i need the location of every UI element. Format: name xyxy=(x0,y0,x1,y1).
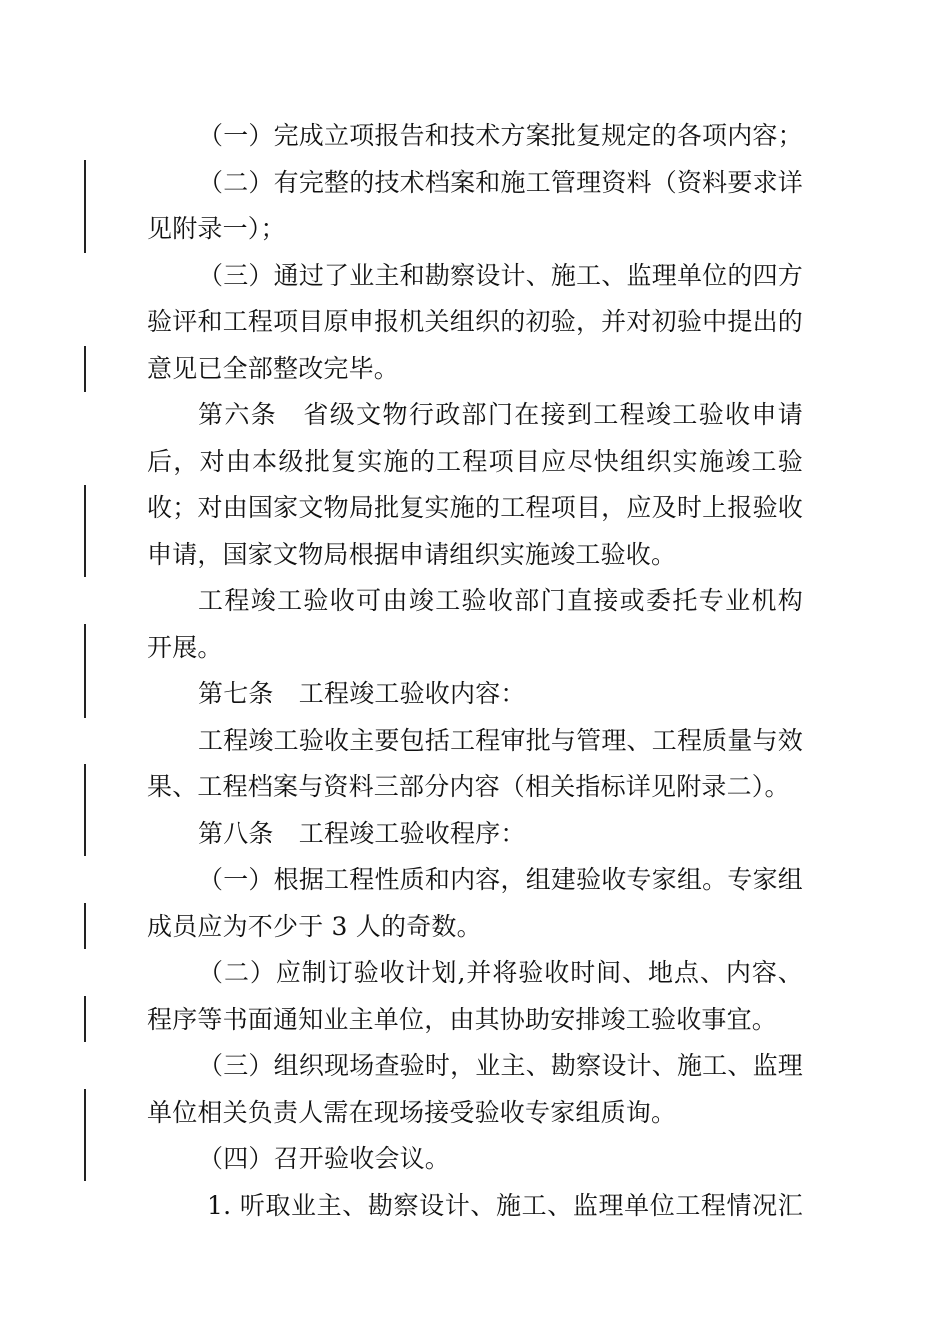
text-line: 成员应为不少于 3 人的奇数。 xyxy=(147,912,482,941)
revision-bar xyxy=(84,346,86,392)
revision-bar xyxy=(84,996,86,1042)
text-line: （三）组织现场查验时，业主、勘察设计、施工、监理 xyxy=(198,1051,803,1080)
text-line: 验评和工程项目原申报机关组织的初验，并对初验中提出的 xyxy=(147,307,803,336)
text-line: 收；对由国家文物局批复实施的工程项目，应及时上报验收 xyxy=(147,493,803,522)
text-line: （一）完成立项报告和技术方案批复规定的各项内容； xyxy=(198,121,803,150)
text-line: 开展。 xyxy=(147,633,223,662)
text-line: 程序等书面通知业主单位，由其协助安排竣工验收事宜。 xyxy=(147,1005,778,1034)
text-line: 申请，国家文物局根据申请组织实施竣工验收。 xyxy=(147,540,677,569)
text-line: 第六条 省级文物行政部门在接到工程竣工验收申请 xyxy=(198,400,803,429)
revision-bar xyxy=(84,764,86,856)
revision-bar xyxy=(84,485,86,577)
text-line: 工程竣工验收主要包括工程审批与管理、工程质量与效 xyxy=(198,726,803,755)
revision-bar xyxy=(84,1089,86,1181)
text-line: （二）有完整的技术档案和施工管理资料（资料要求详 xyxy=(198,168,803,197)
text-line: 意见已全部整改完毕。 xyxy=(147,354,400,383)
revision-bar xyxy=(84,903,86,949)
text-line: 后，对由本级批复实施的工程项目应尽快组织实施竣工验 xyxy=(147,447,803,476)
text-line: （三）通过了业主和勘察设计、施工、监理单位的四方 xyxy=(198,261,803,290)
text-line: 果、工程档案与资料三部分内容（相关指标详见附录二）。 xyxy=(147,772,790,801)
text-line: 1. 听取业主、勘察设计、施工、监理单位工程情况汇 xyxy=(207,1191,803,1220)
text-line: （一）根据工程性质和内容，组建验收专家组。专家组 xyxy=(198,865,803,894)
text-line: 单位相关负责人需在现场接受验收专家组质询。 xyxy=(147,1098,677,1127)
revision-bar xyxy=(84,624,86,718)
article-heading: 第七条 工程竣工验收内容： xyxy=(198,679,526,708)
text-line: 见附录一）； xyxy=(147,214,286,243)
text-line: （二）应制订验收计划,并将验收时间、地点、内容、 xyxy=(198,958,803,987)
text-line: （四）召开验收会议。 xyxy=(198,1144,451,1173)
text-line: 工程竣工验收可由竣工验收部门直接或委托专业机构 xyxy=(198,586,803,615)
article-heading: 第八条 工程竣工验收程序： xyxy=(198,819,526,848)
revision-bar xyxy=(84,160,86,253)
